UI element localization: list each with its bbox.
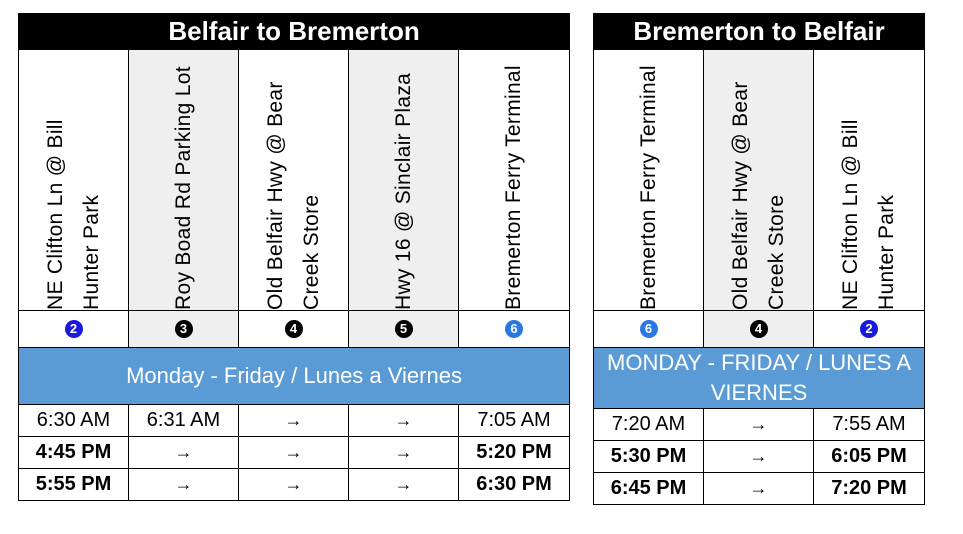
- time-cell: [704, 473, 814, 505]
- continue-arrow-icon: →: [389, 442, 419, 462]
- stop-number-badge: 6: [640, 320, 658, 338]
- stop-number-badge: 3: [175, 320, 193, 338]
- stop-header: [19, 50, 129, 311]
- time-cell: 5:30 PM: [594, 441, 704, 473]
- time-cell: [239, 437, 349, 469]
- stop-number-cell: [704, 311, 814, 348]
- stop-header: [239, 50, 349, 311]
- time-cell: 5:20 PM: [459, 437, 570, 469]
- stop-number-cell: [594, 311, 704, 348]
- time-cell: [239, 469, 349, 501]
- stop-name: Bremerton Ferry Terminal: [636, 65, 660, 310]
- time-cell: 6:45 PM: [594, 473, 704, 505]
- stop-number-badge: 2: [860, 320, 878, 338]
- table-row: [594, 409, 925, 441]
- stop-name: Bremerton Ferry Terminal: [502, 65, 526, 310]
- stop-number-cell: [459, 311, 570, 348]
- table-row: [19, 469, 570, 501]
- stop-name: NE Clifton Ln @ Bill Hunter Park: [839, 119, 898, 310]
- table-title: Belfair to Bremerton: [19, 14, 570, 50]
- time-cell: 7:20 PM: [814, 473, 925, 505]
- time-cell: [129, 437, 239, 469]
- stop-header: [349, 50, 459, 311]
- time-cell: 7:55 AM: [814, 409, 925, 441]
- table-row: [19, 405, 570, 437]
- stop-number-cell: [239, 311, 349, 348]
- continue-arrow-icon: →: [279, 410, 309, 430]
- stop-number-badge: 2: [65, 320, 83, 338]
- continue-arrow-icon: →: [169, 442, 199, 462]
- time-cell: 6:30 AM: [19, 405, 129, 437]
- service-days-banner: MONDAY - FRIDAY / LUNES A VIERNES: [594, 348, 925, 409]
- stop-number-badge: 4: [285, 320, 303, 338]
- continue-arrow-icon: →: [279, 474, 309, 494]
- time-cell: 7:20 AM: [594, 409, 704, 441]
- schedule-table-bremerton-to-belfair: [593, 13, 925, 505]
- stop-name: Old Belfair Hwy @ Bear Creek Store: [728, 81, 788, 310]
- stop-header: [814, 50, 925, 311]
- stop-number-badge: 4: [750, 320, 768, 338]
- time-cell: [704, 409, 814, 441]
- table-row: [594, 473, 925, 505]
- stop-number-cell: [349, 311, 459, 348]
- stop-number-cell: [814, 311, 925, 348]
- continue-arrow-icon: →: [744, 446, 774, 466]
- stop-number-badge: 6: [505, 320, 523, 338]
- time-cell: [704, 441, 814, 473]
- time-cell: [349, 405, 459, 437]
- stop-name: Old Belfair Hwy @ Bear Creek Store: [263, 81, 323, 310]
- stop-header: [594, 50, 704, 311]
- stop-number-cell: [19, 311, 129, 348]
- schedule-table-belfair-to-bremerton: [18, 13, 570, 501]
- continue-arrow-icon: →: [279, 442, 309, 462]
- stop-name: Hwy 16 @ Sinclair Plaza: [391, 72, 415, 310]
- continue-arrow-icon: →: [744, 414, 774, 434]
- stop-name: NE Clifton Ln @ Bill Hunter Park: [43, 119, 103, 310]
- service-days-banner: Monday - Friday / Lunes a Viernes: [19, 348, 570, 405]
- table-title: Bremerton to Belfair: [594, 14, 925, 50]
- continue-arrow-icon: →: [389, 474, 419, 494]
- time-cell: [349, 437, 459, 469]
- continue-arrow-icon: →: [389, 410, 419, 430]
- stop-header: [704, 50, 814, 311]
- stop-header: [459, 50, 570, 311]
- stop-header: [129, 50, 239, 311]
- time-cell: 6:31 AM: [129, 405, 239, 437]
- stop-name: Roy Boad Rd Parking Lot: [171, 66, 195, 310]
- continue-arrow-icon: →: [169, 474, 199, 494]
- table-row: [19, 437, 570, 469]
- time-cell: [129, 469, 239, 501]
- time-cell: [349, 469, 459, 501]
- table-row: [594, 441, 925, 473]
- time-cell: 5:55 PM: [19, 469, 129, 501]
- time-cell: 4:45 PM: [19, 437, 129, 469]
- stop-number-cell: [129, 311, 239, 348]
- stop-number-badge: 5: [395, 320, 413, 338]
- time-cell: [239, 405, 349, 437]
- continue-arrow-icon: →: [744, 478, 774, 498]
- time-cell: 7:05 AM: [459, 405, 570, 437]
- time-cell: 6:05 PM: [814, 441, 925, 473]
- time-cell: 6:30 PM: [459, 469, 570, 501]
